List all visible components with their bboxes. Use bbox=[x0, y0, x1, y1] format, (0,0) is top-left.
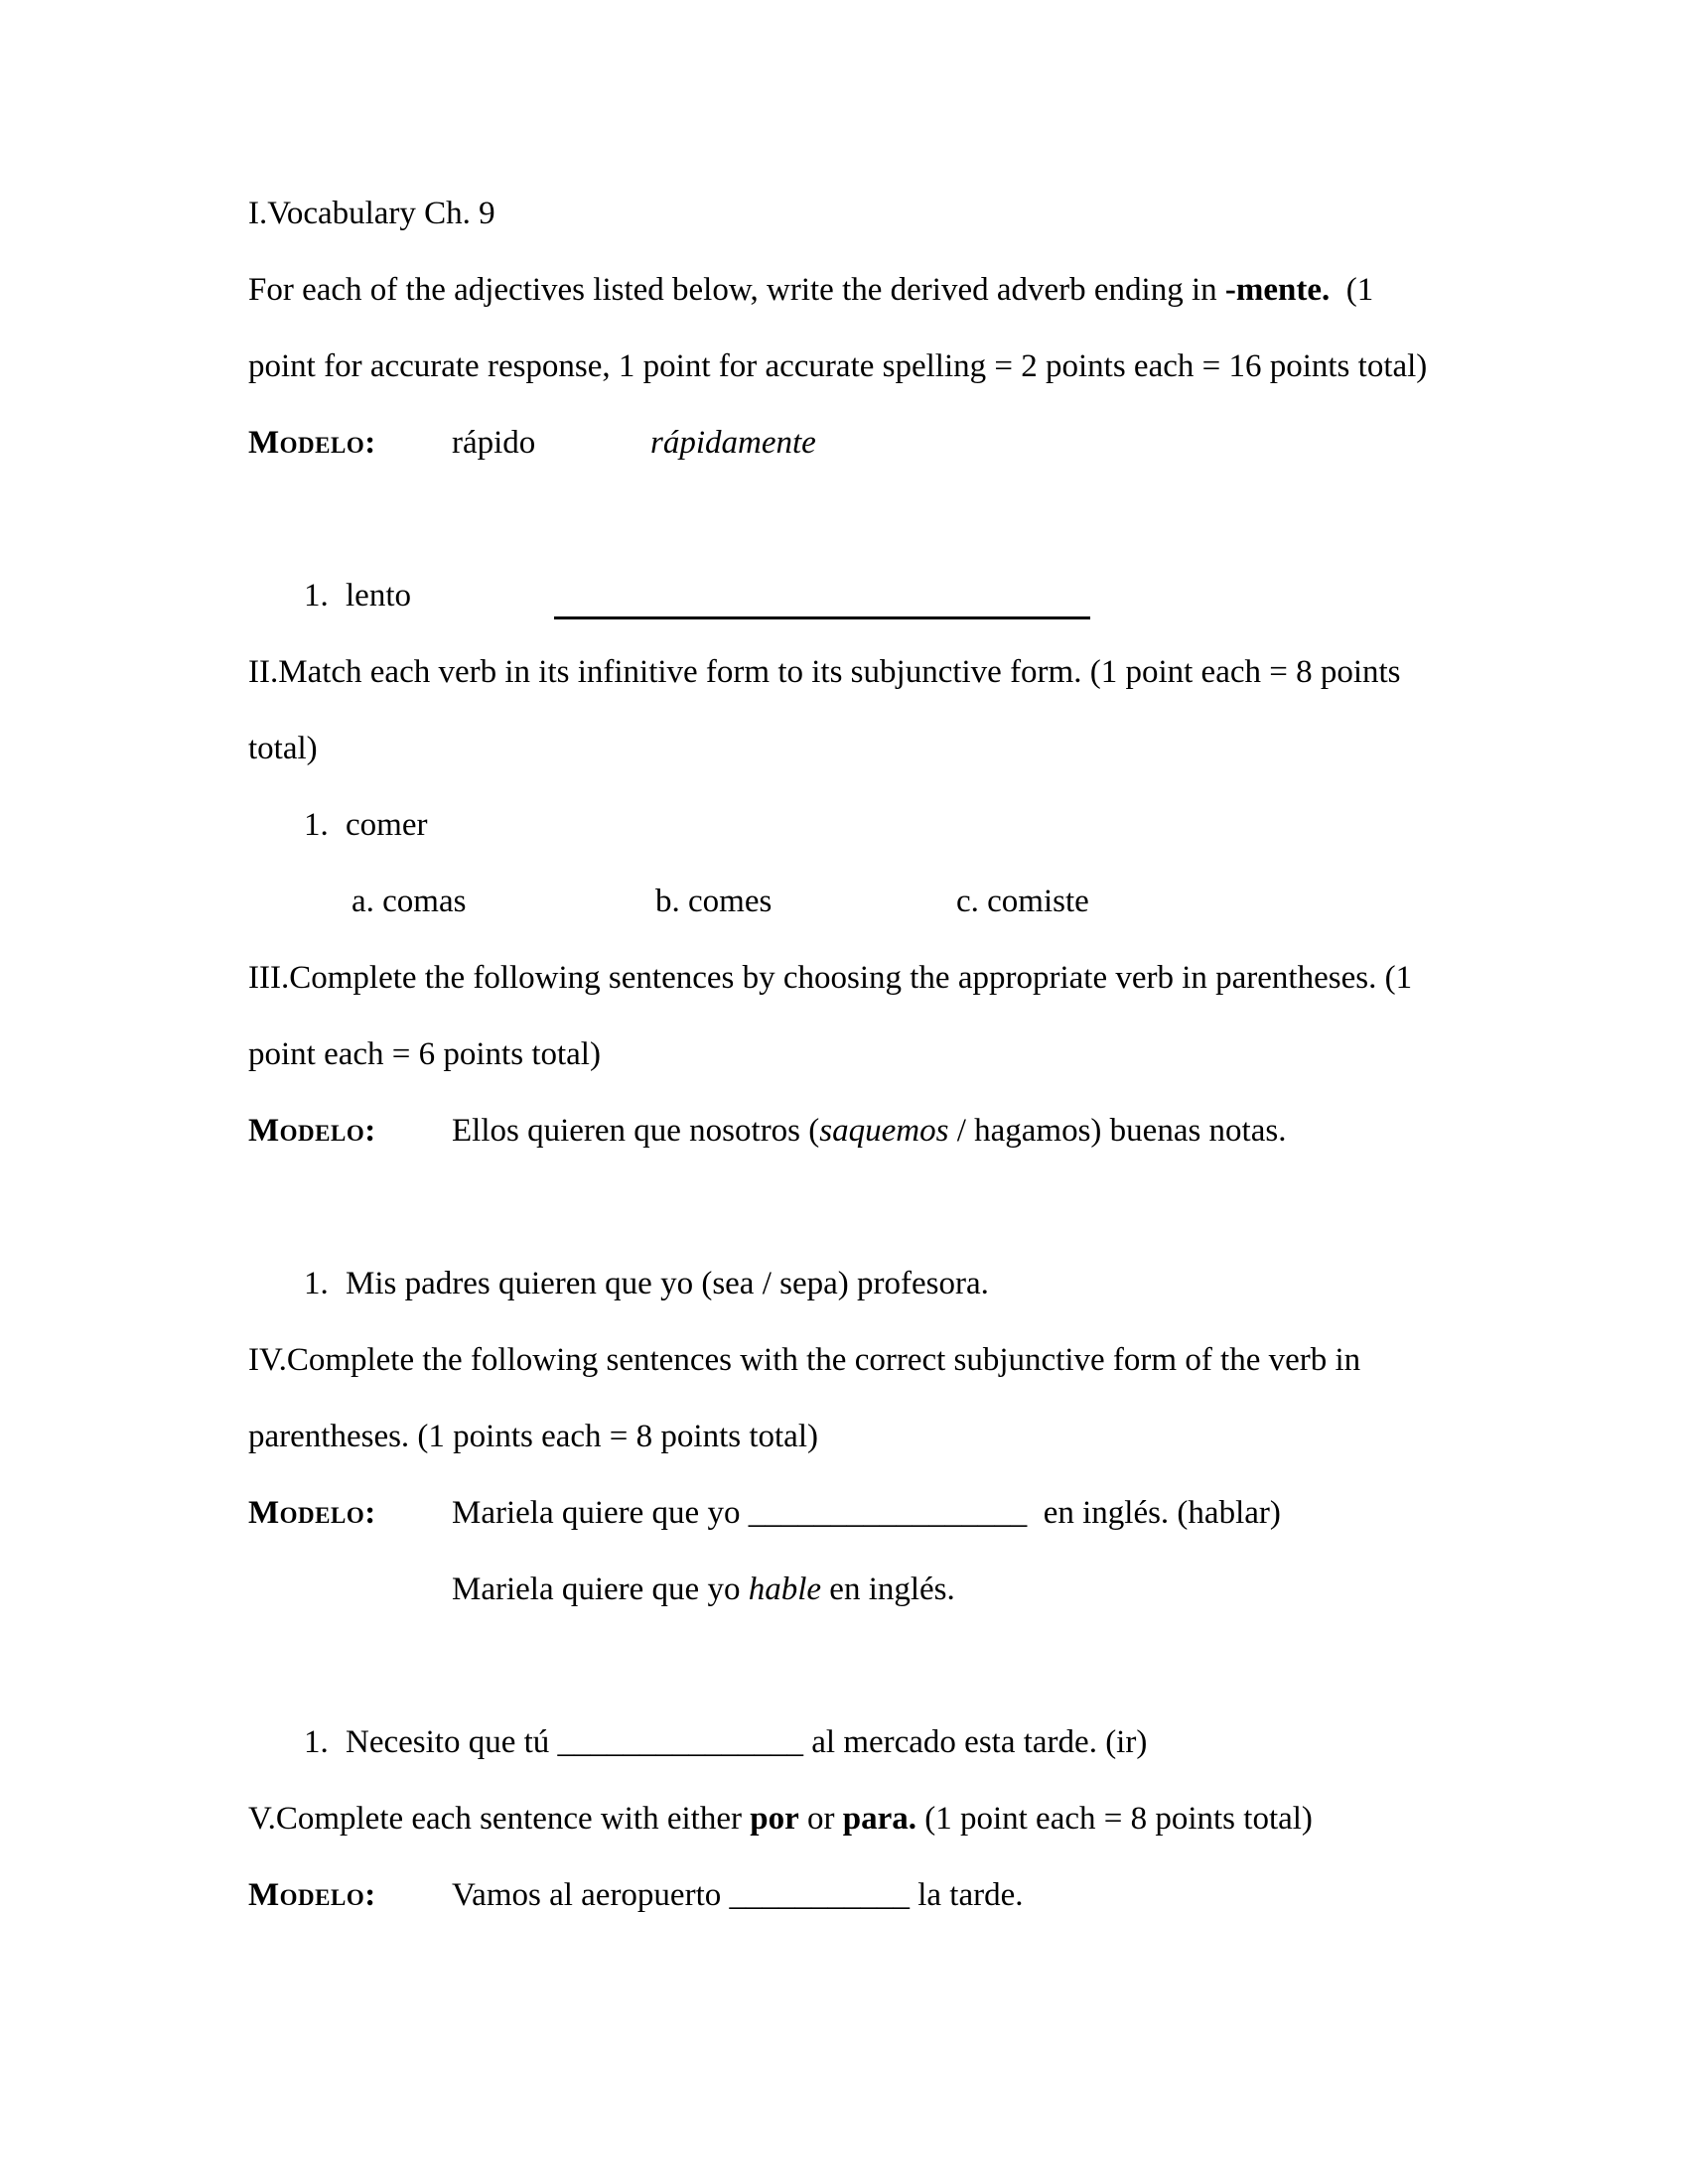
section-iv-heading-line-1 bbox=[0, 1322, 1688, 1399]
modelo-sentence-with-blank bbox=[452, 1475, 1281, 1552]
choice-c bbox=[956, 864, 1089, 940]
text-segment: en inglés. bbox=[821, 1571, 955, 1607]
text-segment: (1 bbox=[1330, 272, 1374, 308]
text-segment: Mis padres quieren que yo (sea / sepa) profesora. bbox=[346, 1266, 989, 1301]
modelo-answer-sentence bbox=[452, 1552, 955, 1628]
text-segment: / hagamos) buenas notas. bbox=[948, 1113, 1287, 1149]
text-segment: c. comiste bbox=[956, 884, 1089, 919]
text-segment: Mariela quiere que yo _________________ en inglés. (hablar) bbox=[452, 1495, 1281, 1531]
choice-b bbox=[655, 864, 772, 940]
text-segment: I.Vocabulary Ch. 9 bbox=[248, 196, 495, 231]
text-segment: V.Complete each sentence with either bbox=[248, 1801, 751, 1837]
section-iv-modelo-row bbox=[0, 1475, 1688, 1552]
section-i-modelo-row bbox=[0, 405, 1688, 481]
section-i-heading bbox=[0, 176, 1688, 252]
text-segment: para. bbox=[842, 1801, 916, 1837]
text-segment: IV.Complete the following sentences with the correct subjunctive form of the verb in bbox=[248, 1342, 1361, 1378]
item-verb bbox=[346, 787, 427, 864]
section-i-heading-text bbox=[248, 176, 495, 252]
section-ii-item-1-choices bbox=[0, 864, 1688, 940]
modelo-adverb-example bbox=[650, 405, 816, 481]
section-v-modelo-row bbox=[0, 1857, 1688, 1934]
section-ii-heading-text-2 bbox=[248, 711, 318, 787]
text-segment: rápidamente bbox=[650, 425, 816, 461]
choice-a bbox=[352, 864, 466, 940]
spacer-line bbox=[0, 1169, 1688, 1246]
section-iv-modelo-answer-row bbox=[0, 1552, 1688, 1628]
section-iii-item-1 bbox=[0, 1246, 1688, 1322]
text-segment: Modelo: bbox=[248, 1877, 376, 1913]
text-segment: por bbox=[750, 1801, 799, 1837]
text-segment: Necesito que tú _______________ al mercado esta tarde. (ir) bbox=[346, 1724, 1148, 1760]
text-segment: point each = 6 points total) bbox=[248, 1036, 601, 1072]
section-i-item-1 bbox=[0, 558, 1688, 634]
text-segment: -mente. bbox=[1224, 272, 1331, 308]
section-ii-heading-line-2 bbox=[0, 711, 1688, 787]
text-segment: 1. bbox=[304, 1266, 329, 1301]
text-segment: point for accurate response, 1 point for accurate spelling = 2 points each = 16 points total) bbox=[248, 348, 1428, 384]
section-i-instructions-text-1 bbox=[248, 252, 1373, 329]
text-segment: For each of the adjectives listed below, write the derived adverb ending in bbox=[248, 272, 1225, 308]
modelo-sentence bbox=[452, 1093, 1286, 1169]
section-i-instructions-line-2 bbox=[0, 329, 1688, 405]
text-segment: Vamos al aeropuerto ___________ la tarde. bbox=[452, 1877, 1024, 1913]
section-i-instructions-text-2 bbox=[248, 329, 1427, 405]
text-segment: (1 point each = 8 points total) bbox=[915, 1801, 1313, 1837]
text-segment: total) bbox=[248, 731, 318, 766]
text-segment: Modelo: bbox=[248, 1495, 376, 1531]
text-segment: comer bbox=[346, 807, 428, 843]
item-number bbox=[304, 1246, 329, 1322]
section-v-heading-text bbox=[248, 1781, 1313, 1857]
text-segment: a. comas bbox=[352, 884, 467, 919]
modelo-label bbox=[248, 1475, 376, 1552]
item-number bbox=[304, 1705, 329, 1781]
section-ii-item-1 bbox=[0, 787, 1688, 864]
text-segment: lento bbox=[346, 578, 411, 614]
text-segment: Mariela quiere que yo bbox=[452, 1571, 749, 1607]
section-v-heading bbox=[0, 1781, 1688, 1857]
item-number bbox=[304, 558, 329, 634]
text-segment: Modelo: bbox=[248, 425, 376, 461]
text-segment: 1. bbox=[304, 807, 329, 843]
item-number bbox=[304, 787, 329, 864]
section-iii-heading-text-1 bbox=[248, 940, 1412, 1017]
text-segment: Modelo: bbox=[248, 1113, 376, 1149]
text-segment: parentheses. (1 points each = 8 points total) bbox=[248, 1419, 818, 1454]
text-segment: b. comes bbox=[655, 884, 773, 919]
section-iv-heading-text-2 bbox=[248, 1399, 818, 1475]
section-ii-heading-line-1 bbox=[0, 634, 1688, 711]
answer-blank-rule bbox=[554, 616, 1090, 619]
item-adjective bbox=[346, 558, 411, 634]
item-sentence-with-blank bbox=[346, 1705, 1147, 1781]
section-iv-heading-text-1 bbox=[248, 1322, 1360, 1399]
text-segment: saquemos bbox=[819, 1113, 949, 1149]
section-i-instructions-line-1 bbox=[0, 252, 1688, 329]
text-segment: II.Match each verb in its infinitive form to its subjunctive form. (1 point each = 8 points bbox=[248, 654, 1401, 690]
modelo-label bbox=[248, 1857, 376, 1934]
modelo-adjective bbox=[452, 405, 535, 481]
section-iv-item-1 bbox=[0, 1705, 1688, 1781]
text-segment: or bbox=[798, 1801, 843, 1837]
text-segment: rápido bbox=[452, 425, 536, 461]
text-segment: Ellos quieren que nosotros ( bbox=[452, 1113, 820, 1149]
section-iii-heading-line-2 bbox=[0, 1017, 1688, 1093]
text-segment: hable bbox=[748, 1571, 822, 1607]
text-segment: III.Complete the following sentences by choosing the appropriate verb in parentheses. (1 bbox=[248, 960, 1413, 996]
modelo-label bbox=[248, 1093, 376, 1169]
spacer-line bbox=[0, 481, 1688, 558]
item-sentence bbox=[346, 1246, 989, 1322]
section-iii-heading-text-2 bbox=[248, 1017, 601, 1093]
spacer-line bbox=[0, 1628, 1688, 1705]
modelo-label bbox=[248, 405, 376, 481]
modelo-sentence-with-blank bbox=[452, 1857, 1024, 1934]
text-segment: 1. bbox=[304, 578, 329, 614]
section-ii-heading-text-1 bbox=[248, 634, 1401, 711]
section-iv-heading-line-2 bbox=[0, 1399, 1688, 1475]
section-iii-heading-line-1 bbox=[0, 940, 1688, 1017]
section-iii-modelo-row bbox=[0, 1093, 1688, 1169]
text-segment: 1. bbox=[304, 1724, 329, 1760]
